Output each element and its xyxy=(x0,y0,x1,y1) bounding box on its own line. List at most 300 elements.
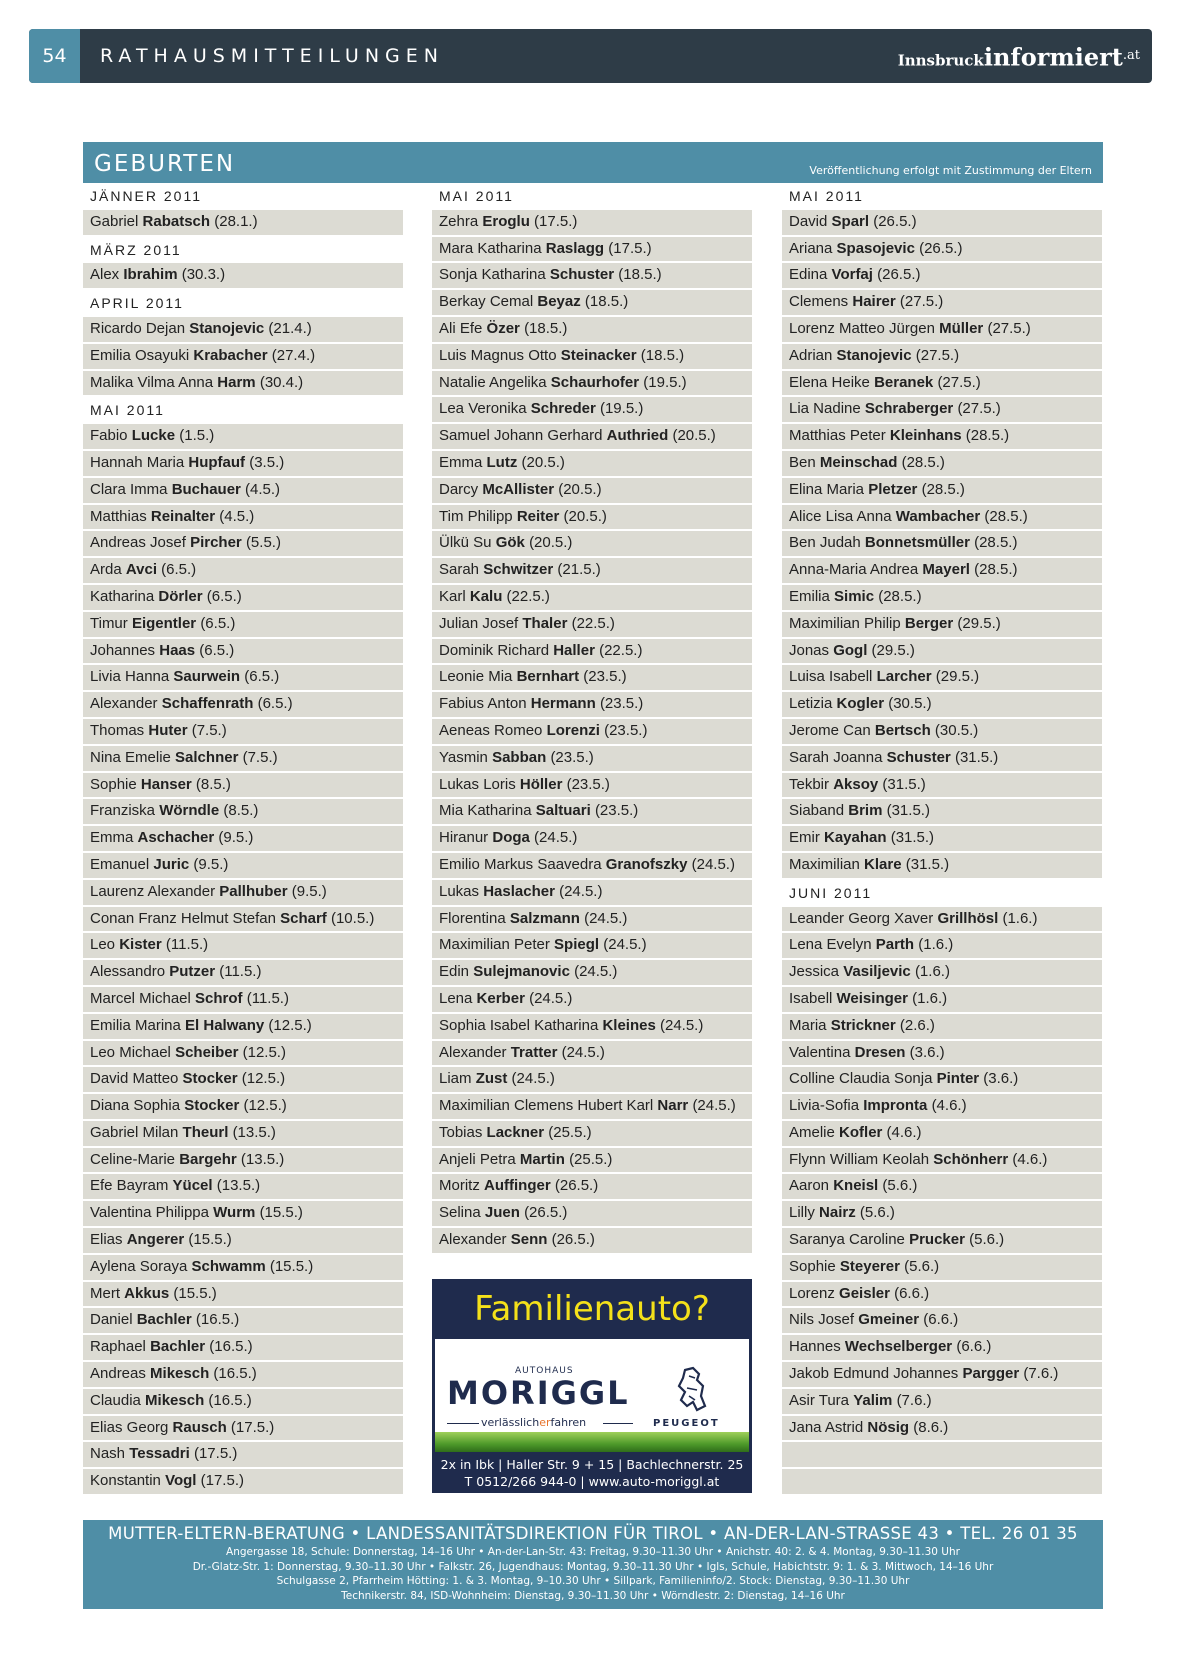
birth-date: (26.5.) xyxy=(524,1204,568,1222)
ad-address-line-1: 2x in Ibk | Haller Str. 9 + 15 | Bachlechnerstr. 25 xyxy=(440,1457,744,1472)
birth-date: (8.5.) xyxy=(223,802,259,820)
birth-date: (3.6.) xyxy=(909,1043,945,1061)
page-number: 54 xyxy=(29,29,80,83)
surname: Aksoy xyxy=(833,775,879,793)
birth-entry xyxy=(782,1389,1102,1416)
birth-date: (11.5.) xyxy=(246,989,289,1007)
birth-date: (26.5.) xyxy=(877,266,921,284)
given-names: Anna-Maria Andrea xyxy=(789,561,919,579)
surname: Doga xyxy=(492,829,530,847)
given-names: Clara Imma xyxy=(90,480,168,498)
given-names: Emma xyxy=(90,829,134,847)
given-names: Valentina xyxy=(789,1043,851,1061)
given-names: Alice Lisa Anna xyxy=(789,507,892,525)
birth-entry xyxy=(83,692,403,719)
birth-entry xyxy=(432,826,752,853)
birth-date: (1.6.) xyxy=(918,936,954,954)
given-names: Livia Hanna xyxy=(90,668,170,686)
birth-date: (1.6.) xyxy=(912,989,948,1007)
birth-date: (24.5.) xyxy=(529,989,573,1007)
surname: Lorenzi xyxy=(546,721,600,739)
birth-date: (27.5.) xyxy=(957,400,1001,418)
birth-date: (24.5.) xyxy=(561,1043,605,1061)
birth-date: (28.5.) xyxy=(921,480,965,498)
birth-entry xyxy=(83,1416,403,1443)
birth-entry xyxy=(432,746,752,773)
given-names: Maximilian Philip xyxy=(789,614,901,632)
given-names: Adrian xyxy=(789,346,833,364)
birth-date: (25.5.) xyxy=(569,1150,613,1168)
birth-date: (12.5.) xyxy=(243,1097,287,1115)
surname: Schreder xyxy=(530,400,596,418)
surname: Huter xyxy=(148,721,188,739)
given-names: Lena xyxy=(439,989,473,1007)
birth-entry xyxy=(83,263,403,290)
surname: Reinalter xyxy=(150,507,216,525)
given-names: Luisa Isabell xyxy=(789,668,873,686)
birth-date: (2.6.) xyxy=(899,1016,935,1034)
birth-entry xyxy=(83,933,403,960)
ad-slogan-part3: fahren xyxy=(550,1416,587,1429)
birth-date: (24.5.) xyxy=(559,882,603,900)
birth-entry xyxy=(83,773,403,800)
surname: Schrof xyxy=(195,989,243,1007)
surname: Geisler xyxy=(839,1284,890,1302)
surname: Harm xyxy=(217,373,256,391)
given-names: Berkay Cemal xyxy=(439,293,534,311)
given-names: Elias Georg xyxy=(90,1418,169,1436)
birth-date: (23.5.) xyxy=(594,802,639,820)
birth-entry xyxy=(83,612,403,639)
given-names: Hannes xyxy=(789,1338,841,1356)
given-names: Emanuel xyxy=(90,855,150,873)
surname: Meinschad xyxy=(819,453,898,471)
surname: Kleinhans xyxy=(889,427,962,445)
surname: Berger xyxy=(904,614,954,632)
given-names: Lena Evelyn xyxy=(789,936,872,954)
ad-grass-strip xyxy=(435,1432,749,1452)
given-names: Aaron xyxy=(789,1177,830,1195)
birth-date: (9.5.) xyxy=(291,882,327,900)
birth-entry xyxy=(432,880,752,907)
birth-date: (6.5.) xyxy=(199,641,235,659)
given-names: Maria xyxy=(789,1016,827,1034)
surname: Schuster xyxy=(886,748,951,766)
given-names: Jana Astrid xyxy=(789,1418,864,1436)
surname: Rausch xyxy=(172,1418,227,1436)
birth-entry xyxy=(83,719,403,746)
birth-entry xyxy=(432,397,752,424)
given-names: Johannes xyxy=(90,641,156,659)
birth-entry xyxy=(432,692,752,719)
given-names: Franziska xyxy=(90,802,156,820)
ad-divider-left xyxy=(447,1423,479,1424)
given-names: Leo xyxy=(90,936,116,954)
given-names: Mert xyxy=(90,1284,120,1302)
birth-entry xyxy=(782,933,1102,960)
surname: Bargehr xyxy=(179,1150,237,1168)
surname: El Halwany xyxy=(185,1016,265,1034)
given-names: Maximilian Peter xyxy=(439,936,550,954)
birth-entry xyxy=(83,880,403,907)
surname: Angerer xyxy=(126,1231,185,1249)
surname: Haslacher xyxy=(483,882,555,900)
given-names: Leo Michael xyxy=(90,1043,171,1061)
surname: Bachler xyxy=(136,1311,192,1329)
birth-entry xyxy=(432,960,752,987)
given-names: Raphael xyxy=(90,1338,146,1356)
footer-line: Angergasse 18, Schule: Donnerstag, 14–16 Uhr • An-der-Lan-Str. 43: Freitag, 9.30–11.30 Uhr • Anichstr. 40: 2. & 4. Montag, 9.30–11.30 Uhr xyxy=(226,1546,960,1558)
surname: Schönherr xyxy=(933,1150,1009,1168)
birth-entry xyxy=(782,719,1102,746)
birth-date: (20.5.) xyxy=(529,534,573,552)
birth-entry xyxy=(782,1335,1102,1362)
surname: Kofler xyxy=(839,1123,883,1141)
birth-date: (12.5.) xyxy=(242,1043,286,1061)
birth-entry xyxy=(782,1041,1102,1068)
birth-date: (16.5.) xyxy=(195,1311,240,1329)
given-names: Celine-Marie xyxy=(90,1150,176,1168)
birth-entry xyxy=(782,826,1102,853)
birth-date: (8.6.) xyxy=(913,1418,949,1436)
birth-date: (1.6.) xyxy=(1002,909,1038,927)
given-names: Emilia xyxy=(789,587,830,605)
birth-date: (18.5.) xyxy=(584,293,629,311)
birth-date: (20.5.) xyxy=(563,507,607,525)
brand-main: informiert xyxy=(983,42,1123,72)
birth-date: (4.5.) xyxy=(245,480,281,498)
birth-date: (7.6.) xyxy=(1023,1365,1059,1383)
birth-date: (9.5.) xyxy=(193,855,229,873)
given-names: Nash xyxy=(90,1445,126,1463)
given-names: Mara Katharina xyxy=(439,239,542,257)
birth-entry xyxy=(83,317,403,344)
birth-entry xyxy=(432,1121,752,1148)
given-names: Marcel Michael xyxy=(90,989,191,1007)
given-names: Sonja Katharina xyxy=(439,266,546,284)
birth-entry xyxy=(782,1469,1102,1496)
given-names: Konstantin xyxy=(90,1472,161,1490)
given-names: Conan Franz Helmut Stefan xyxy=(90,909,276,927)
surname: Salzmann xyxy=(509,909,580,927)
given-names: Efe Bayram xyxy=(90,1177,169,1195)
birth-entry xyxy=(432,371,752,398)
birth-date: (20.5.) xyxy=(558,480,602,498)
birth-date: (23.5.) xyxy=(604,721,648,739)
birth-date: (24.5.) xyxy=(603,936,647,954)
birth-entry xyxy=(432,1067,752,1094)
given-names: Emilia Marina xyxy=(90,1016,181,1034)
footer-line: Technikerstr. 84, ISD-Wohnheim: Dienstag, 9.30–11.30 Uhr • Wörndlestr. 2: Dienstag, 14–16 Uhr xyxy=(341,1589,845,1602)
surname: Eigentler xyxy=(131,614,197,632)
surname: Kalu xyxy=(469,587,503,605)
birth-entry xyxy=(782,237,1102,264)
surname: Beranek xyxy=(874,373,934,391)
birth-entry xyxy=(83,1067,403,1094)
surname: Dresen xyxy=(854,1043,906,1061)
birth-entry xyxy=(782,665,1102,692)
surname: Spiegl xyxy=(554,936,600,954)
birth-entry xyxy=(83,1469,403,1496)
birth-entry xyxy=(782,397,1102,424)
birth-entry xyxy=(782,799,1102,826)
given-names: Julian Josef xyxy=(439,614,519,632)
birth-date: (27.5.) xyxy=(937,373,981,391)
surname: Mayerl xyxy=(922,561,970,579)
surname: Spasojevic xyxy=(836,239,915,257)
given-names: Selina xyxy=(439,1204,481,1222)
given-names: Gabriel xyxy=(90,212,139,230)
peugeot-lion-icon xyxy=(671,1366,711,1412)
birth-entry xyxy=(782,317,1102,344)
birth-entry xyxy=(432,853,752,880)
birth-date: (18.5.) xyxy=(524,319,568,337)
given-names: Anjeli Petra xyxy=(439,1150,516,1168)
given-names: Ariana xyxy=(789,239,833,257)
given-names: Alexander xyxy=(439,1043,507,1061)
birth-date: (19.5.) xyxy=(643,373,687,391)
birth-date: (6.6.) xyxy=(956,1338,992,1356)
birth-entry xyxy=(782,960,1102,987)
birth-entry xyxy=(782,263,1102,290)
birth-date: (12.5.) xyxy=(241,1070,286,1088)
ad-address-line-2: T 0512/266 944-0 | www.auto-moriggl.at xyxy=(464,1474,720,1489)
surname: Yücel xyxy=(172,1177,213,1195)
birth-date: (5.6.) xyxy=(882,1177,918,1195)
given-names: Sophie xyxy=(789,1257,836,1275)
surname: Akkus xyxy=(124,1284,170,1302)
given-names: Ben Judah xyxy=(789,534,861,552)
surname: Nairz xyxy=(819,1204,856,1222)
footer-info-box xyxy=(83,1520,1103,1609)
surname: Sparl xyxy=(831,212,870,230)
surname: Stocker xyxy=(182,1070,238,1088)
surname: Schuster xyxy=(549,266,615,284)
birth-entry xyxy=(83,1282,403,1309)
birth-entry xyxy=(83,1148,403,1175)
ad-slogan xyxy=(481,1416,586,1429)
birth-entry xyxy=(432,1228,752,1255)
given-names: Isabell xyxy=(789,989,833,1007)
birth-date: (6.6.) xyxy=(923,1311,959,1329)
given-names: Lukas xyxy=(439,882,480,900)
ad-address xyxy=(435,1456,749,1490)
surname: Wurm xyxy=(213,1204,256,1222)
birth-entry xyxy=(83,371,403,398)
surname: Wörndle xyxy=(159,802,220,820)
birth-entry xyxy=(83,531,403,558)
given-names: Emma xyxy=(439,453,483,471)
given-names: Hiranur xyxy=(439,829,489,847)
birth-date: (27.5.) xyxy=(987,319,1031,337)
birth-entry xyxy=(83,1362,403,1389)
surname: Pircher xyxy=(190,534,242,552)
birth-entry xyxy=(432,210,752,237)
surname: Stanojevic xyxy=(836,346,912,364)
surname: Dörler xyxy=(158,587,203,605)
birth-entry xyxy=(782,451,1102,478)
surname: Stocker xyxy=(184,1097,240,1115)
birth-entry xyxy=(432,317,752,344)
birth-date: (5.5.) xyxy=(245,534,281,552)
brand-logo xyxy=(898,29,1140,87)
birth-date: (17.5.) xyxy=(608,239,652,257)
surname: Sabban xyxy=(492,748,547,766)
given-names: Elina Maria xyxy=(789,480,865,498)
given-names: Siaband xyxy=(789,802,845,820)
surname: Weisinger xyxy=(836,989,908,1007)
given-names: Malika Vilma Anna xyxy=(90,373,214,391)
surname: Pargger xyxy=(962,1365,1020,1383)
births-column-1 xyxy=(83,183,403,1496)
given-names: Asir Tura xyxy=(789,1391,850,1409)
birth-date: (27.5.) xyxy=(899,293,944,311)
given-names: Valentina Philippa xyxy=(90,1204,209,1222)
surname: Saltuari xyxy=(535,802,591,820)
birth-entry xyxy=(83,585,403,612)
birth-date: (24.5.) xyxy=(574,963,618,981)
surname: Stanojevic xyxy=(189,319,265,337)
birth-date: (6.5.) xyxy=(161,561,197,579)
ad-brand-name: PEUGEOT xyxy=(653,1418,720,1429)
surname: Impronta xyxy=(863,1097,928,1115)
birth-entry xyxy=(782,344,1102,371)
geburten-header xyxy=(83,142,1103,183)
surname: Hermann xyxy=(530,695,596,713)
surname: Hairer xyxy=(852,293,896,311)
surname: Zust xyxy=(475,1070,508,1088)
surname: Theurl xyxy=(182,1123,229,1141)
given-names: Saranya Caroline xyxy=(789,1231,905,1249)
birth-entry xyxy=(432,1201,752,1228)
birth-entry xyxy=(83,451,403,478)
surname: Kerber xyxy=(476,989,525,1007)
given-names: Ali Efe xyxy=(439,319,483,337)
birth-entry xyxy=(782,290,1102,317)
birth-entry xyxy=(83,1041,403,1068)
birth-date: (5.6.) xyxy=(904,1257,940,1275)
birth-entry xyxy=(782,585,1102,612)
given-names: Matthias Peter xyxy=(789,427,886,445)
given-names: Jessica xyxy=(789,963,840,981)
birth-date: (31.5.) xyxy=(882,775,926,793)
birth-entry xyxy=(432,531,752,558)
birth-date: (15.5.) xyxy=(188,1231,232,1249)
birth-date: (30.3.) xyxy=(181,266,226,284)
given-names: Alexander xyxy=(439,1231,507,1249)
birth-entry xyxy=(83,1335,403,1362)
surname: Steinacker xyxy=(560,346,637,364)
given-names: Zehra xyxy=(439,212,479,230)
birth-entry xyxy=(83,478,403,505)
surname: Steyerer xyxy=(839,1257,900,1275)
birth-date: (22.5.) xyxy=(599,641,643,659)
given-names: Alexander xyxy=(90,695,158,713)
given-names: Amelie xyxy=(789,1123,835,1141)
birth-date: (24.5.) xyxy=(584,909,628,927)
surname: Juric xyxy=(153,855,190,873)
surname: Gmeiner xyxy=(858,1311,920,1329)
surname: Lutz xyxy=(486,453,518,471)
given-names: Tim Philipp xyxy=(439,507,513,525)
surname: Ibrahim xyxy=(123,266,178,284)
birth-entry xyxy=(83,505,403,532)
birth-date: (30.4.) xyxy=(259,373,304,391)
surname: Mikesch xyxy=(145,1391,205,1409)
birth-entry xyxy=(782,478,1102,505)
surname: Pletzer xyxy=(868,480,918,498)
given-names: Maximilian xyxy=(789,855,860,873)
birth-entry xyxy=(83,987,403,1014)
given-names: David Matteo xyxy=(90,1070,179,1088)
surname: Avci xyxy=(125,561,157,579)
given-names: Elias xyxy=(90,1231,123,1249)
birth-entry xyxy=(782,746,1102,773)
surname: Bonnetsmüller xyxy=(864,534,970,552)
given-names: Elena Heike xyxy=(789,373,870,391)
given-names: Alessandro xyxy=(90,963,166,981)
surname: Haller xyxy=(553,641,595,659)
surname: Gogl xyxy=(833,641,868,659)
surname: Haas xyxy=(159,641,196,659)
birth-entry xyxy=(782,1201,1102,1228)
ad-headline: Familienauto? xyxy=(474,1289,710,1329)
birth-date: (4.6.) xyxy=(931,1097,967,1115)
birth-date: (31.5.) xyxy=(954,748,999,766)
birth-date: (31.5.) xyxy=(890,829,935,847)
ad-slogan-part1: verlässlich xyxy=(481,1416,540,1429)
birth-entry xyxy=(83,558,403,585)
birth-date: (3.5.) xyxy=(249,453,285,471)
given-names: Yasmin xyxy=(439,748,488,766)
birth-entry xyxy=(432,719,752,746)
given-names: Clemens xyxy=(789,293,849,311)
surname: Hanser xyxy=(140,775,192,793)
given-names: Hannah Maria xyxy=(90,453,185,471)
birth-entry xyxy=(432,1148,752,1175)
surname: Höller xyxy=(519,775,563,793)
birth-date: (13.5.) xyxy=(232,1123,276,1141)
surname: Bernhart xyxy=(516,668,580,686)
birth-date: (27.5.) xyxy=(915,346,960,364)
birth-date: (6.5.) xyxy=(200,614,236,632)
birth-date: (16.5.) xyxy=(209,1338,253,1356)
birth-entry xyxy=(83,799,403,826)
birth-date: (10.5.) xyxy=(330,909,375,927)
given-names: Emilia Osayuki xyxy=(90,346,190,364)
given-names: Matthias xyxy=(90,507,147,525)
given-names: Timur xyxy=(90,614,128,632)
surname: Bertsch xyxy=(874,721,931,739)
given-names: Natalie Angelika xyxy=(439,373,547,391)
birth-date: (4.5.) xyxy=(219,507,255,525)
given-names: Edin xyxy=(439,963,470,981)
surname: Reiter xyxy=(516,507,560,525)
ad-autohaus-label: AUTOHAUS xyxy=(515,1366,574,1376)
advertisement[interactable] xyxy=(432,1279,752,1493)
surname: Larcher xyxy=(876,668,932,686)
given-names: Diana Sophia xyxy=(90,1097,181,1115)
birth-entry xyxy=(782,1362,1102,1389)
birth-date: (18.5.) xyxy=(640,346,685,364)
birth-date: (1.5.) xyxy=(179,427,215,445)
birth-date: (17.5.) xyxy=(230,1418,275,1436)
surname: Beyaz xyxy=(537,293,581,311)
given-names: Liam xyxy=(439,1070,472,1088)
birth-date: (22.5.) xyxy=(571,614,615,632)
given-names: Edina xyxy=(789,266,828,284)
given-names: Fabio xyxy=(90,427,128,445)
